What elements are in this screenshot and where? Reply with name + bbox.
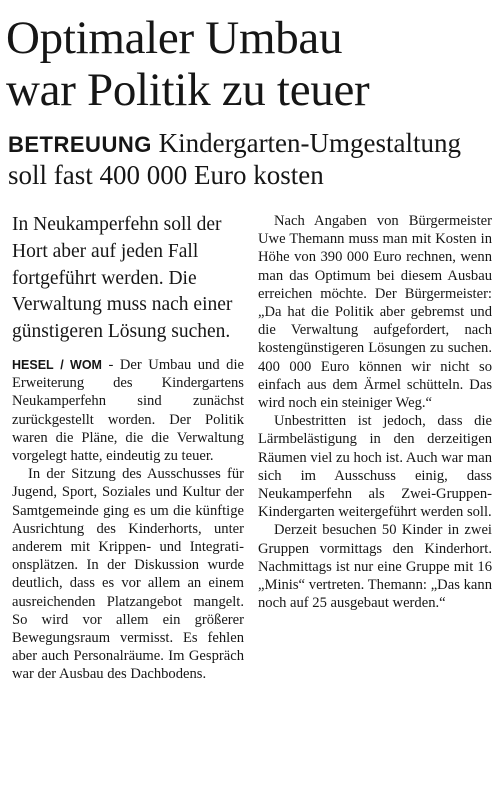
article-column-right	[258, 212, 492, 612]
paragraph-1-text: - Der Umbau und die Erweiterung des Kindergartens Neukamperfehn sind zunächst zurückgestellt worden. Der Politik waren die Pläne, die die Verwaltung vorgelegt hatte, eindeutig zu teuer.	[12, 356, 244, 464]
author-tag: / WOM	[60, 357, 102, 372]
headline-line-2: war Politik zu teuer	[6, 64, 370, 116]
subheadline	[8, 128, 496, 190]
body-paragraph-4: Unbestritten ist jedoch, dass die Lärmbelästigung in den derzeitigen Räumen viel zu hoch ist. Auch war man sich im Ausschuss einig, dass Neukamperfehn als Zwei-Gruppen-Kindergarten weitergeführt werden soll.	[258, 413, 492, 521]
body-paragraph-3: Nach Angaben von Bürgermeister Uwe Themann muss man mit Kosten in Höhe von 390 000 Euro rechnen, wenn man das Optimum bei diesem Ausbau erreichen möchte. Der Bürgermeister: „Da hat die Politik aber gebremst und die Verwaltung aufgefordert, nach kostengünstigeren Lösungen zu suchen. 400 000 Euro können wir nicht so einfach aus dem Ärmel schütteln. Das wird noch ein steiniger Weg.“	[258, 213, 492, 412]
body-paragraph-2: In der Sitzung des Ausschusses für Jugend, Sport, Soziales und Kultur der Samtgemeinde ging es um die künftige Ausrichtung des Kinderhorts, unter anderem mit Krippen- und Integrationsplätzen. In der Diskussion wurde deutlich, dass es vor allem an einem ausreichenden Platzangebot mangelt. So wird vor allem ein größerer Bewegungsraum vermisst. Es fehlen aber auch Personalräume. Im Gespräch war der Ausbau des Dachbodens.	[12, 466, 244, 683]
headline	[6, 12, 496, 116]
article-column-left	[12, 212, 244, 684]
dateline: HESEL	[12, 357, 54, 372]
subheadline-text: Kindergarten-Umgestaltung soll fast 400 000 Euro kosten	[8, 128, 462, 190]
intro-paragraph: In Neukamperfehn soll der Hort aber auf jeden Fall fortgeführt werden. Die Verwaltung muss nach einer günstigeren Lösung suchen.	[12, 214, 233, 343]
body-paragraph-5: Derzeit besuchen 50 Kinder in zwei Gruppen vormittags den Kinderhort. Nachmittags ist nur eine Gruppe mit 16 „Minis“ vertreten. Themann: „Das kann noch auf 25 ausgebaut werden.“	[258, 522, 492, 612]
headline-line-1: Optimaler Umbau	[6, 12, 343, 64]
body-paragraph-1	[12, 356, 244, 465]
subheadline-kicker: BETREUUNG	[8, 132, 152, 157]
